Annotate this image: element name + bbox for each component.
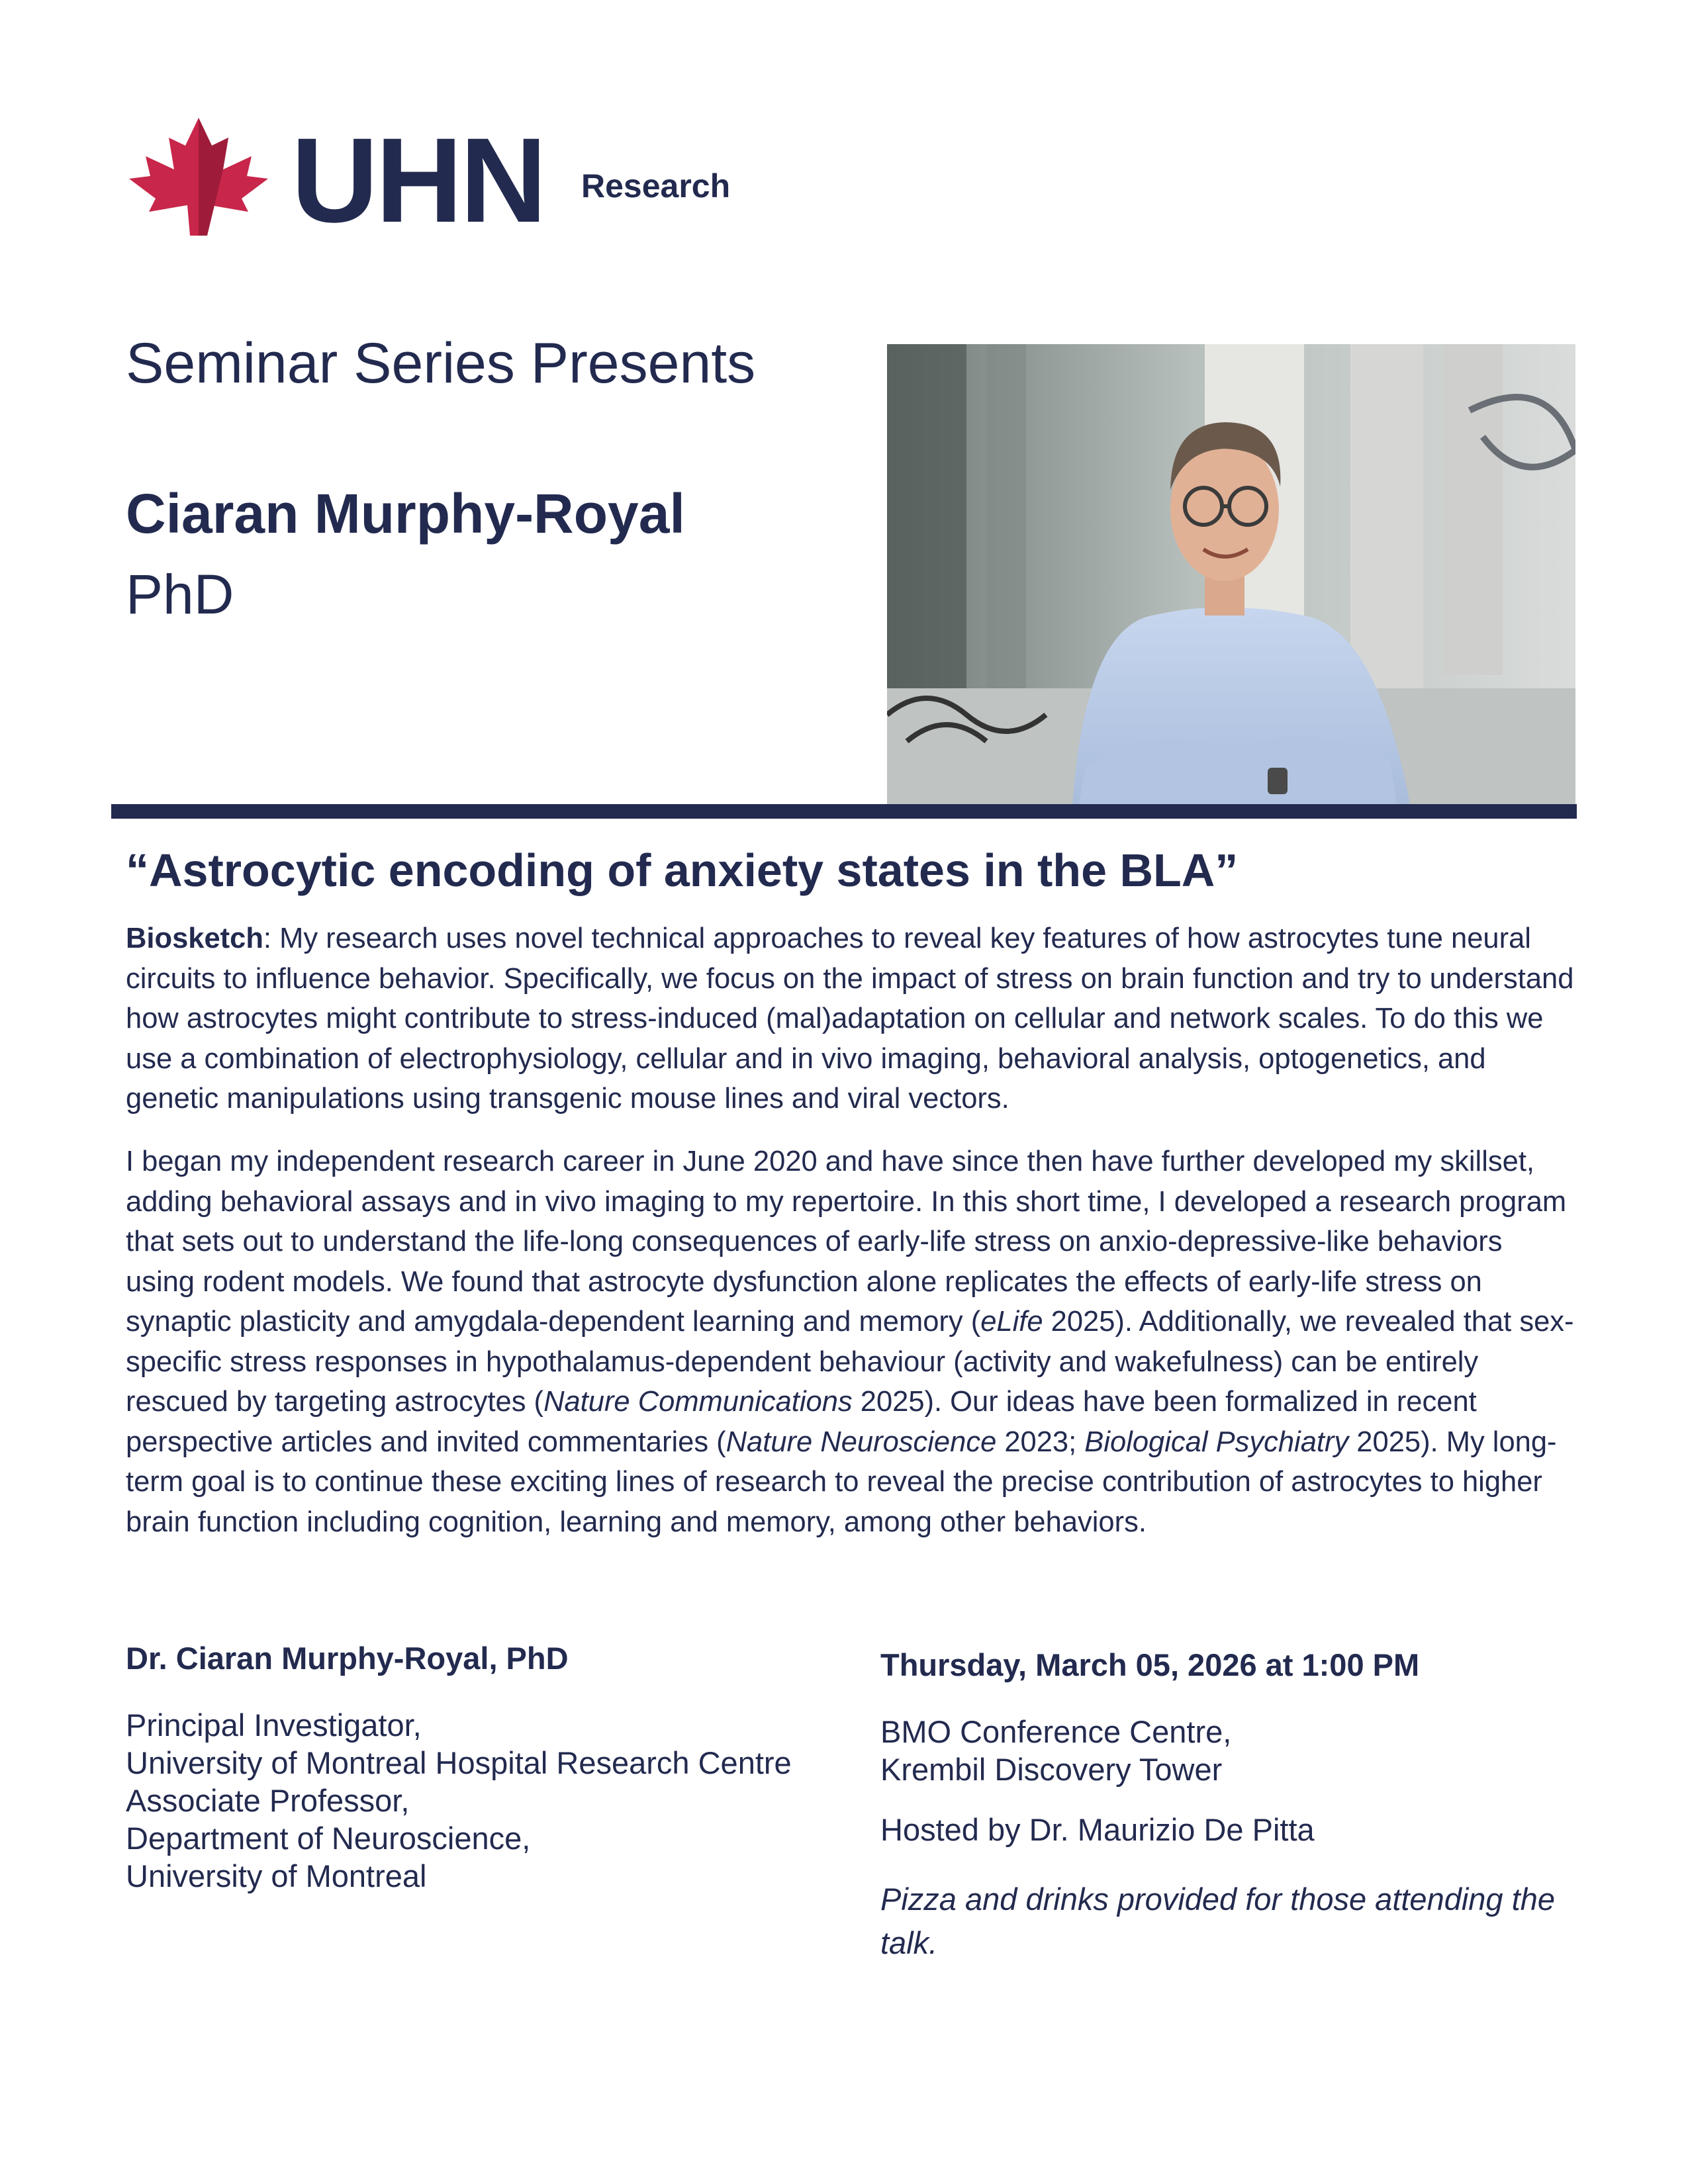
journal-nature-communications: Nature Communications: [543, 1386, 853, 1418]
career-text-d: 2023;: [996, 1426, 1085, 1458]
logo-research-label: Research: [581, 167, 731, 205]
career-text-c: 2025). Our ideas have been formalized in recent perspective articles and invited commentaries (: [126, 1386, 1477, 1458]
affiliation-line: University of Montreal Hospital Research Centre: [126, 1745, 792, 1780]
uhn-logo-text: UHN: [291, 113, 545, 248]
venue-line: BMO Conference Centre,: [880, 1714, 1232, 1749]
biosketch-label: Biosketch: [126, 923, 263, 954]
career-paragraph: [126, 1142, 1575, 1542]
affiliation-line: Department of Neuroscience,: [126, 1821, 531, 1856]
event-host: Hosted by Dr. Maurizio De Pitta: [880, 1812, 1315, 1847]
biosketch-paragraph: [126, 919, 1575, 1119]
event-note: Pizza and drinks provided for those attending the talk.: [880, 1882, 1555, 1960]
speaker-name: Ciaran Murphy-Royal: [126, 482, 685, 545]
talk-title: “Astrocytic encoding of anxiety states in the BLA”: [126, 844, 1239, 896]
section-divider: [111, 804, 1577, 819]
affiliation-line: Associate Professor,: [126, 1783, 410, 1818]
event-datetime: Thursday, March 05, 2026 at 1:00 PM: [880, 1647, 1420, 1682]
speaker-photo: [887, 344, 1575, 804]
affiliation-line: University of Montreal: [126, 1858, 427, 1893]
venue-line: Krembil Discovery Tower: [880, 1752, 1223, 1787]
career-text-b: 2025). Additionally, we revealed that sex-specific stress responses in hypothalamus-dependent behaviour (activity and wakefulness) can be entirely rescued by targeting astrocytes (: [126, 1306, 1574, 1418]
series-heading: Seminar Series Presents: [126, 332, 756, 395]
event-venue: [880, 1713, 1575, 1788]
speaker-full-name: Dr. Ciaran Murphy-Royal, PhD: [126, 1641, 569, 1676]
journal-elife: eLife: [980, 1306, 1043, 1338]
speaker-info-block: [126, 1640, 887, 1895]
career-text-e: 2025). My long-term goal is to continue these exciting lines of research to reveal the precise contribution of astrocytes to higher brain function including cognition, learning and memory, among other behaviors.: [126, 1426, 1557, 1538]
journal-biological-psychiatry: Biological Psychiatry: [1084, 1426, 1349, 1458]
speaker-degree: PhD: [126, 563, 234, 625]
event-info-block: [880, 1647, 1575, 1965]
journal-nature-neuroscience: Nature Neuroscience: [726, 1426, 997, 1458]
maple-leaf-icon: [129, 118, 268, 236]
biosketch-text: : My research uses novel technical approaches to reveal key features of how astrocytes tune neural circuits to influence behavior. Specifically, we focus on the impact of stress on brain function and try to understand how astrocytes might contribute to stress-induced (mal)adaptation on cellular and network scales. To do this we use a combination of electrophysiology, cellular and in vivo imaging, behavioral analysis, optogenetics, and genetic manipulations using transgenic mouse lines and viral vectors.: [126, 923, 1574, 1115]
career-text-a: I began my independent research career in June 2020 and have since then have further developed my skillset, adding behavioral assays and in vivo imaging to my repertoire. In this short time, I developed a research program that sets out to understand the life-long consequences of early-life stress on anxio-depressive-like behaviors using rodent models. We found that astrocyte dysfunction alone replicates the effects of early-life stress on synaptic plasticity and amygdala-dependent learning and memory (: [126, 1146, 1567, 1338]
speaker-affiliations: [126, 1706, 887, 1895]
affiliation-line: Principal Investigator,: [126, 1707, 422, 1743]
